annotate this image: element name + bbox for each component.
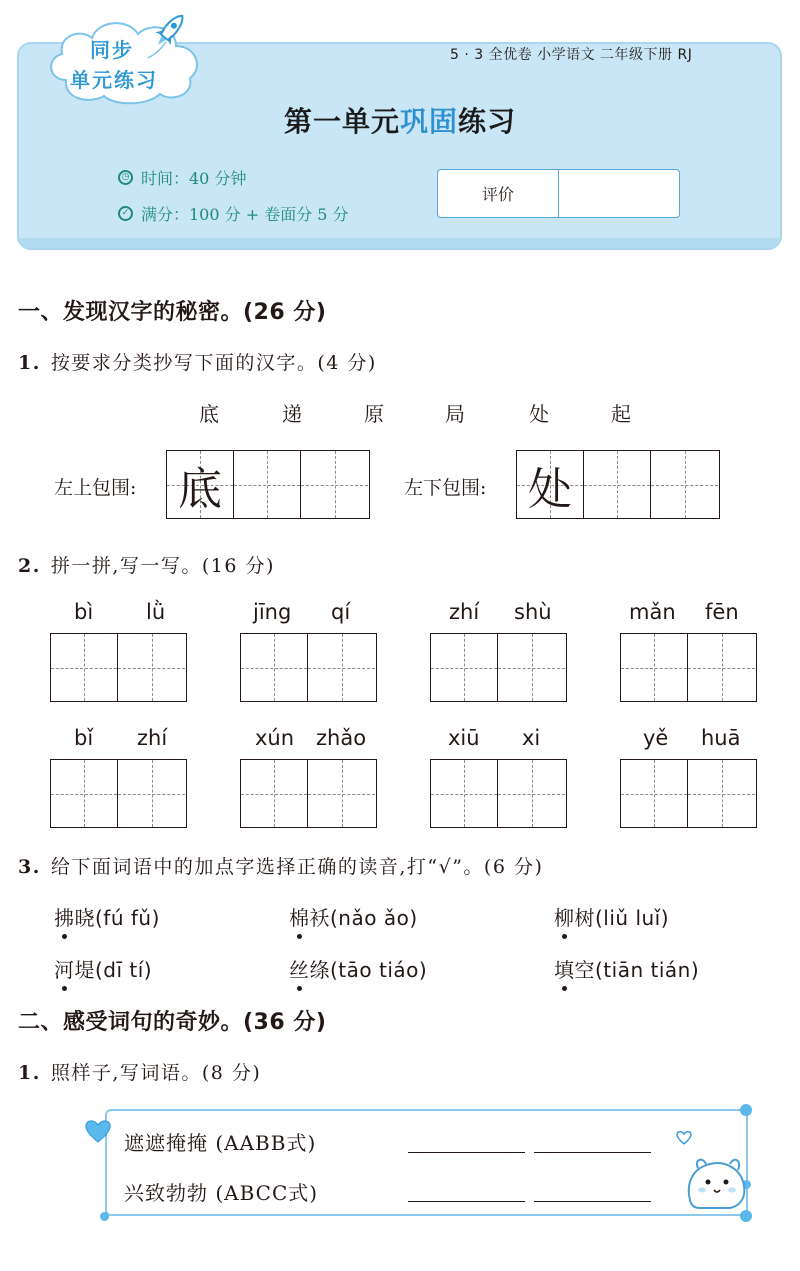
pronunciation-item[interactable] bbox=[289, 902, 418, 931]
pinyin-options: (tāo tiáo) bbox=[330, 958, 428, 982]
writing-grid[interactable] bbox=[620, 633, 757, 702]
pinyin-label: huā bbox=[701, 726, 741, 750]
pinyin-label: zhí bbox=[449, 600, 480, 624]
grid-cell[interactable] bbox=[517, 451, 584, 518]
char-item: 底 bbox=[199, 402, 219, 426]
evaluation-label: 评价 bbox=[438, 170, 559, 217]
grid-cell[interactable] bbox=[584, 451, 651, 518]
question-text: 按要求分类抄写下面的汉字。(4 分) bbox=[50, 352, 377, 374]
clock-icon: ◷ bbox=[118, 170, 133, 185]
pinyin-options: (liǔ luǐ) bbox=[595, 906, 670, 930]
pronunciation-item[interactable] bbox=[54, 902, 160, 931]
grid-cell[interactable] bbox=[241, 634, 308, 701]
dotted-char: 柳 bbox=[554, 902, 575, 931]
grid-cell[interactable] bbox=[51, 760, 118, 827]
pinyin-label: zhǎo bbox=[316, 726, 367, 750]
grid-cell[interactable] bbox=[234, 451, 301, 518]
word-rest: 空 bbox=[574, 958, 595, 982]
dotted-char: 河 bbox=[54, 954, 75, 983]
evaluation-box bbox=[437, 169, 680, 218]
pinyin-label: qí bbox=[331, 600, 351, 624]
grid-cell[interactable] bbox=[308, 760, 375, 827]
pinyin-options: (dī tí) bbox=[95, 958, 153, 982]
word-rest: 晓 bbox=[74, 906, 95, 930]
word-rest: 袄 bbox=[309, 906, 330, 930]
pinyin-label: bì bbox=[74, 600, 94, 624]
small-heart-icon bbox=[676, 1130, 692, 1145]
question-text: 拼一拼,写一写。(16 分) bbox=[50, 555, 275, 577]
heart-icon bbox=[84, 1118, 112, 1144]
left-bottom-label: 左下包围: bbox=[404, 477, 487, 499]
char-item: 递 bbox=[282, 402, 302, 426]
question-2-1 bbox=[18, 1058, 261, 1085]
grid-cell[interactable] bbox=[118, 760, 185, 827]
pronunciation-item[interactable] bbox=[554, 902, 669, 931]
decor-dot bbox=[740, 1104, 752, 1116]
writing-grid[interactable] bbox=[620, 759, 757, 828]
writing-grid-left-top[interactable] bbox=[166, 450, 370, 519]
book-info: 5 · 3 全优卷 小学语文 二年级下册 RJ bbox=[450, 47, 693, 63]
pinyin-label: xiū bbox=[448, 726, 480, 750]
pinyin-label: shù bbox=[514, 600, 552, 624]
question-number: 2. bbox=[18, 555, 41, 577]
check-circle-icon: ✓ bbox=[118, 206, 133, 221]
question-1-3 bbox=[18, 852, 543, 879]
score-text: 满分：100 分 + 卷面分 5 分 bbox=[141, 205, 349, 224]
pinyin-options: (nǎo ǎo) bbox=[330, 906, 418, 930]
page-title bbox=[0, 100, 800, 140]
dotted-char: 拂 bbox=[54, 902, 75, 931]
question-1-1 bbox=[18, 348, 377, 375]
grid-cell[interactable] bbox=[167, 451, 234, 518]
grid-cell[interactable] bbox=[621, 760, 688, 827]
word-rest: 树 bbox=[574, 906, 595, 930]
word-rest: 绦 bbox=[309, 958, 330, 982]
full-score bbox=[118, 202, 349, 225]
question-text: 照样子,写词语。(8 分) bbox=[50, 1062, 262, 1084]
dotted-char: 丝 bbox=[289, 954, 310, 983]
char-item: 局 bbox=[445, 402, 465, 426]
grid-cell[interactable] bbox=[308, 634, 375, 701]
grid-cell[interactable] bbox=[498, 760, 565, 827]
title-part-1: 第一单元 bbox=[283, 105, 400, 138]
pinyin-label: bǐ bbox=[74, 726, 94, 750]
pinyin-label: xi bbox=[522, 726, 541, 750]
pinyin-label: jīng bbox=[253, 600, 292, 624]
writing-grid[interactable] bbox=[50, 633, 187, 702]
grid-cell[interactable] bbox=[431, 760, 498, 827]
left-top-label: 左上包围: bbox=[54, 477, 137, 499]
grid-cell[interactable] bbox=[498, 634, 565, 701]
hamster-mascot-icon bbox=[682, 1148, 752, 1212]
grid-cell[interactable] bbox=[651, 451, 718, 518]
grid-cell[interactable] bbox=[688, 634, 755, 701]
badge-text-line2: 单元练习 bbox=[70, 68, 158, 92]
example-char: 处 bbox=[528, 463, 572, 515]
example-line-abcc: 兴致勃勃 (ABCC式) bbox=[124, 1181, 319, 1205]
writing-grid[interactable] bbox=[430, 633, 567, 702]
example-line-aabb: 遮遮掩掩 (AABB式) bbox=[124, 1131, 317, 1155]
answer-blank[interactable] bbox=[408, 1152, 525, 1153]
section-1-title: 一、发现汉字的秘密。(26 分) bbox=[18, 300, 327, 325]
question-number: 3. bbox=[18, 856, 41, 878]
header-panel-edge bbox=[19, 238, 780, 248]
pronunciation-item[interactable] bbox=[554, 954, 699, 983]
badge-text-line1: 同步 bbox=[90, 38, 134, 62]
writing-grid[interactable] bbox=[240, 633, 377, 702]
question-text: 给下面词语中的加点字选择正确的读音,打“√”。(6 分) bbox=[50, 856, 544, 878]
grid-cell[interactable] bbox=[118, 634, 185, 701]
question-number: 1. bbox=[18, 1062, 41, 1084]
pinyin-options: (tiān tián) bbox=[595, 958, 700, 982]
grid-cell[interactable] bbox=[621, 634, 688, 701]
grid-cell[interactable] bbox=[51, 634, 118, 701]
question-1-2 bbox=[18, 551, 275, 578]
grid-cell[interactable] bbox=[431, 634, 498, 701]
pinyin-label: fēn bbox=[705, 600, 739, 624]
grid-cell[interactable] bbox=[241, 760, 308, 827]
answer-blank[interactable] bbox=[408, 1201, 525, 1202]
example-char: 底 bbox=[178, 463, 222, 515]
decor-dot bbox=[100, 1212, 109, 1221]
section-2-title: 二、感受词句的奇妙。(36 分) bbox=[18, 1010, 327, 1035]
question-number: 1. bbox=[18, 352, 41, 374]
time-limit bbox=[118, 166, 246, 189]
grid-cell[interactable] bbox=[301, 451, 368, 518]
pinyin-label: mǎn bbox=[629, 600, 676, 624]
writing-grid[interactable] bbox=[430, 759, 567, 828]
writing-grid[interactable] bbox=[50, 759, 187, 828]
title-part-2: 练习 bbox=[458, 105, 517, 138]
pinyin-label: zhí bbox=[137, 726, 168, 750]
char-item: 处 bbox=[529, 402, 549, 426]
word-rest: 堤 bbox=[74, 958, 95, 982]
answer-blank[interactable] bbox=[534, 1152, 651, 1153]
writing-grid-left-bottom[interactable] bbox=[516, 450, 720, 519]
pinyin-label: lǜ bbox=[146, 600, 166, 624]
title-highlight: 巩固 bbox=[399, 105, 458, 138]
grid-cell[interactable] bbox=[688, 760, 755, 827]
answer-blank[interactable] bbox=[534, 1201, 651, 1202]
writing-grid[interactable] bbox=[240, 759, 377, 828]
pinyin-label: yě bbox=[643, 726, 669, 750]
dotted-char: 棉 bbox=[289, 902, 310, 931]
pronunciation-item[interactable] bbox=[54, 954, 152, 983]
pronunciation-item[interactable] bbox=[289, 954, 427, 983]
time-text: 时间：40 分钟 bbox=[141, 169, 247, 188]
dotted-char: 填 bbox=[554, 954, 575, 983]
pinyin-label: xún bbox=[255, 726, 295, 750]
char-item: 起 bbox=[611, 402, 631, 426]
pinyin-options: (fú fǔ) bbox=[95, 906, 160, 930]
evaluation-input[interactable] bbox=[559, 170, 679, 217]
char-item: 原 bbox=[364, 402, 384, 426]
